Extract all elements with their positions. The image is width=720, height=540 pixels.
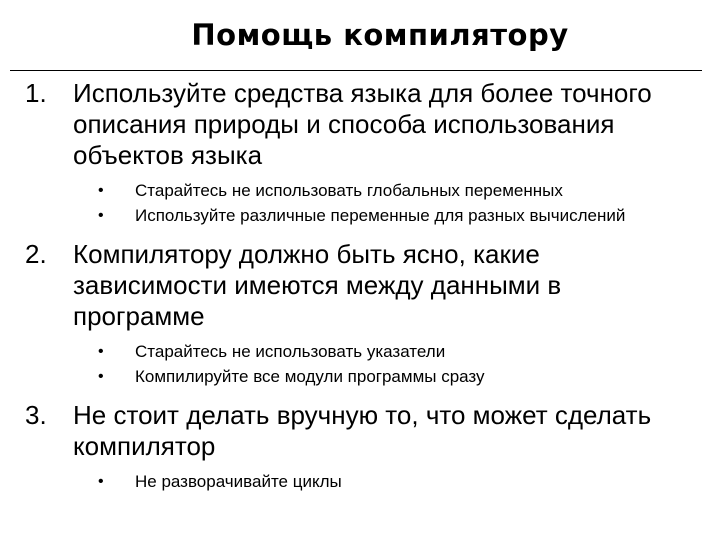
sub-item-text: Старайтесь не использовать глобальных переменных xyxy=(135,181,563,200)
point-number: 3. xyxy=(25,400,47,430)
point-number: 1. xyxy=(25,78,47,108)
bullet-icon: • xyxy=(98,473,104,490)
point-text: Не стоит делать вручную то, что может сделать компилятор xyxy=(73,400,652,461)
sub-item-text: Не разворачивайте циклы xyxy=(135,472,342,491)
point-2 xyxy=(0,239,720,388)
point-number: 2. xyxy=(25,239,47,269)
sub-list xyxy=(0,340,720,388)
bullet-icon: • xyxy=(98,343,104,360)
title-divider xyxy=(10,70,702,71)
point-text: Используйте средства языка для более точного описания природы и способа использования объектов языка xyxy=(73,78,652,170)
bullet-icon: • xyxy=(98,182,104,199)
bullet-icon: • xyxy=(98,207,104,224)
point-3 xyxy=(0,400,720,493)
slide-content xyxy=(0,78,720,505)
point-1 xyxy=(0,78,720,227)
sub-item-text: Используйте различные переменные для разных вычислений xyxy=(135,206,626,225)
sub-item-text: Компилируйте все модули программы сразу xyxy=(135,367,485,386)
slide-title: Помощь компилятору xyxy=(191,18,569,52)
point-text: Компилятору должно быть ясно, какие зависимости имеются между данными в программе xyxy=(73,239,562,331)
sub-item xyxy=(0,340,720,363)
bullet-icon: • xyxy=(98,368,104,385)
sub-item xyxy=(0,470,720,493)
sub-list xyxy=(0,179,720,227)
sub-item xyxy=(0,365,720,388)
sub-item-text: Старайтесь не использовать указатели xyxy=(135,342,446,361)
sub-item xyxy=(0,179,720,202)
sub-list xyxy=(0,470,720,493)
sub-item xyxy=(0,204,720,227)
